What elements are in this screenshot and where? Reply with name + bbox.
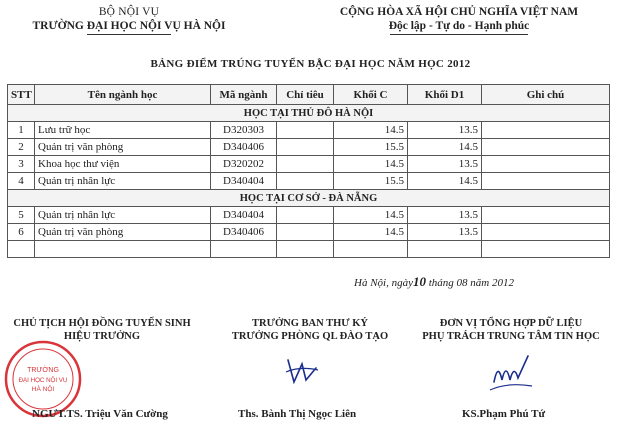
signature-block-left — [2, 318, 202, 342]
table-header-row — [8, 85, 610, 105]
signature-block-middle — [210, 318, 410, 342]
svg-text:TRƯỜNG: TRƯỜNG — [27, 367, 59, 374]
cell-score-d1: 14.5 — [408, 173, 482, 190]
cell-score-c: 14.5 — [334, 224, 408, 241]
document-title: BẢNG ĐIỂM TRÚNG TUYỂN BẬC ĐẠI HỌC NĂM HỌC 2012 — [150, 58, 471, 70]
ministry-name: BỘ NỘI VỤ — [98, 6, 160, 18]
signature-right-graphic — [488, 352, 536, 396]
signer-title: TRƯỞNG PHÒNG QL ĐÀO TẠO — [231, 331, 389, 342]
cell-quota — [277, 139, 334, 156]
cell-score-c: 14.5 — [334, 156, 408, 173]
column-header: Tên ngành học — [35, 85, 211, 105]
cell-score-c: 15.5 — [334, 173, 408, 190]
cell-major: Quản trị văn phòng — [35, 139, 211, 156]
cell-note — [482, 139, 610, 156]
cell-major: Lưu trữ học — [35, 122, 211, 139]
column-header: Mã ngành — [211, 85, 277, 105]
section-title: HỌC TẠI CƠ SỞ - ĐÀ NẴNG — [8, 190, 610, 207]
cell-stt: 1 — [8, 122, 35, 139]
cell-score-d1: 13.5 — [408, 156, 482, 173]
column-header: STT — [8, 85, 35, 105]
signer-title: ĐƠN VỊ TỔNG HỢP DỮ LIỆU — [439, 318, 583, 329]
cell-score-d1: 14.5 — [408, 139, 482, 156]
cell-major: Quản trị văn phòng — [35, 224, 211, 241]
section-row — [8, 105, 610, 122]
signer-title: PHỤ TRÁCH TRUNG TÂM TIN HỌC — [422, 331, 600, 342]
cell-stt: 4 — [8, 173, 35, 190]
cell-score-c: 14.5 — [334, 207, 408, 224]
table-row-empty — [8, 241, 610, 258]
cell-code: D340404 — [211, 207, 277, 224]
cell-note — [482, 173, 610, 190]
cell-note — [482, 122, 610, 139]
signer-title: HIỆU TRƯỞNG — [63, 331, 141, 342]
official-seal — [4, 340, 82, 418]
republic-name: CỘNG HÒA XÃ HỘI CHỦ NGHĨA VIỆT NAM — [339, 6, 579, 18]
cell-score-c: 14.5 — [334, 122, 408, 139]
university-name: TRƯỜNG ĐẠI HỌC NỘI VỤ HÀ NỘI — [32, 20, 226, 32]
table-row — [8, 173, 610, 190]
cell-major: Quản trị nhân lực — [35, 207, 211, 224]
column-header: Chỉ tiêu — [277, 85, 334, 105]
section-row — [8, 190, 610, 207]
cell-note — [482, 224, 610, 241]
header-left — [24, 6, 234, 35]
cell-code: D340406 — [211, 139, 277, 156]
issue-date — [354, 274, 514, 290]
section-title: HỌC TẠI THỦ ĐÔ HÀ NỘI — [8, 105, 610, 122]
signer-title: TRƯỞNG BAN THƯ KÝ — [252, 318, 368, 329]
signer-name-middle: Ths. Bành Thị Ngọc Liên — [238, 408, 357, 420]
cell-code: D320202 — [211, 156, 277, 173]
column-header: Khối D1 — [408, 85, 482, 105]
cell-note — [482, 207, 610, 224]
cell-quota — [277, 156, 334, 173]
svg-text:HÀ NỘI: HÀ NỘI — [31, 386, 55, 393]
date-suffix: tháng 08 năm 2012 — [428, 277, 514, 289]
date-prefix: Hà Nội, ngày — [354, 277, 413, 289]
cell-major: Quản trị nhân lực — [35, 173, 211, 190]
date-day: 10 — [412, 274, 426, 289]
cell-code: D340406 — [211, 224, 277, 241]
cell-code: D340404 — [211, 173, 277, 190]
cell-score-d1: 13.5 — [408, 207, 482, 224]
table-row — [8, 139, 610, 156]
cell-note — [482, 156, 610, 173]
column-header: Khối C — [334, 85, 408, 105]
cell-quota — [277, 122, 334, 139]
signer-title: CHỦ TỊCH HỘI ĐỒNG TUYỂN SINH — [13, 318, 191, 329]
signature-block-right — [402, 318, 620, 342]
cell-score-d1: 13.5 — [408, 224, 482, 241]
signer-name-right: KS.Phạm Phú Tứ — [462, 408, 546, 420]
cell-quota — [277, 173, 334, 190]
cell-quota — [277, 224, 334, 241]
table-row — [8, 207, 610, 224]
column-header: Ghi chú — [482, 85, 610, 105]
cell-quota — [277, 207, 334, 224]
table-row — [8, 156, 610, 173]
svg-text:ĐẠI HỌC NỘI VỤ: ĐẠI HỌC NỘI VỤ — [18, 377, 68, 384]
cell-score-d1: 13.5 — [408, 122, 482, 139]
cell-major: Khoa học thư viện — [35, 156, 211, 173]
admission-scores-table — [7, 84, 610, 258]
table-row — [8, 224, 610, 241]
cell-stt: 3 — [8, 156, 35, 173]
header-right — [300, 6, 618, 35]
cell-stt: 2 — [8, 139, 35, 156]
cell-score-c: 15.5 — [334, 139, 408, 156]
signature-middle-graphic — [282, 350, 322, 390]
divider — [87, 34, 171, 35]
table-row — [8, 122, 610, 139]
cell-code: D320303 — [211, 122, 277, 139]
cell-stt: 5 — [8, 207, 35, 224]
divider — [390, 34, 528, 35]
cell-stt: 6 — [8, 224, 35, 241]
national-motto: Độc lập - Tự do - Hạnh phúc — [388, 20, 530, 32]
signer-name-left: NGƯT.TS. Triệu Văn Cường — [32, 408, 168, 420]
